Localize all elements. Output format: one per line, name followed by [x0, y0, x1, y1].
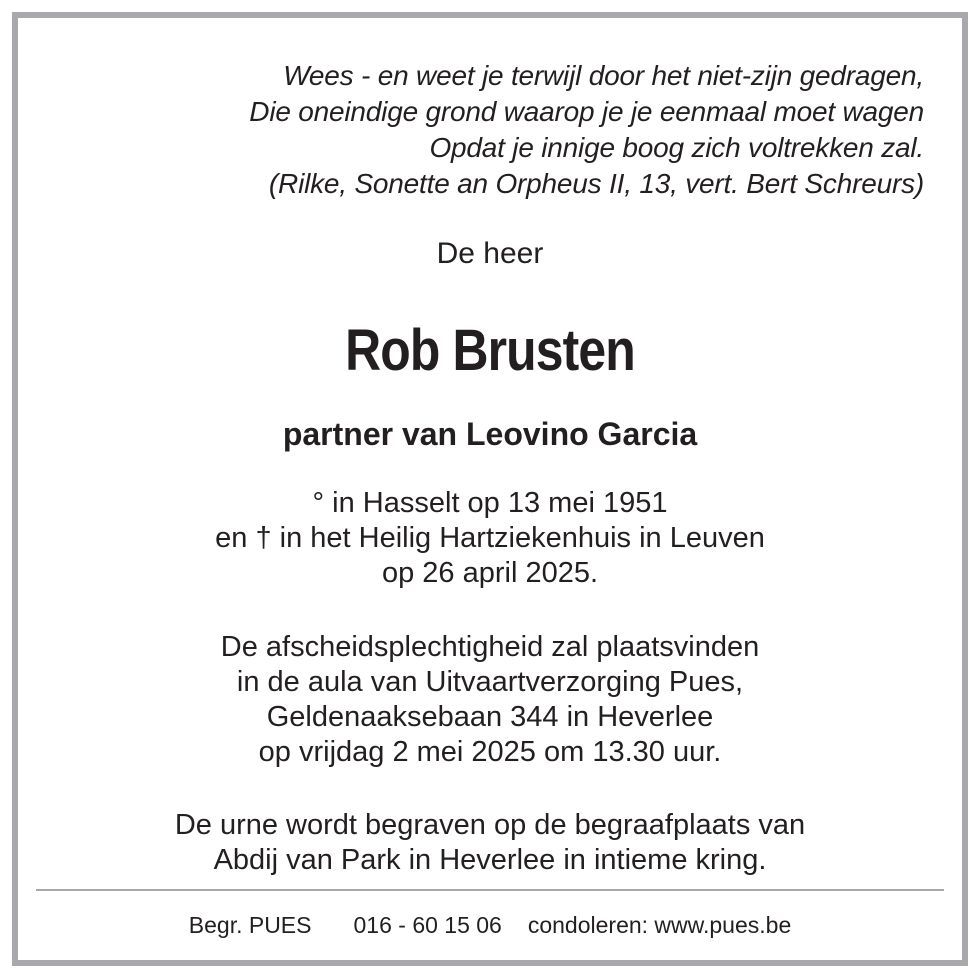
- death-date-line: op 26 april 2025.: [381, 557, 599, 589]
- burial-line: Abdij van Park in Heverlee in intieme kring.: [213, 844, 767, 876]
- undertaker-name: Begr. PUES: [188, 912, 312, 938]
- ceremony-line: op vrijdag 2 mei 2025 om 13.30 uur.: [258, 736, 722, 768]
- ceremony-block: [18, 630, 962, 770]
- phone-number: 016 - 60 15 06: [353, 912, 502, 938]
- poem-attribution: (Rilke, Sonette an Orpheus II, 13, vert. Bert Schreurs): [268, 168, 924, 199]
- deceased-name: Rob Brusten: [345, 318, 635, 383]
- salutation: De heer: [436, 237, 544, 270]
- partner-line: partner van Leovino Garcia: [282, 416, 698, 452]
- condolences-link[interactable]: condoleren: www.pues.be: [527, 912, 792, 938]
- ceremony-line: Geldenaaksebaan 344 in Heverlee: [266, 701, 714, 733]
- burial-line: De urne wordt begraven op de begraafplaats van: [174, 809, 806, 841]
- poem-line: Die oneindige grond waarop je je eenmaal moet wagen: [249, 96, 924, 127]
- ceremony-line: in de aula van Uitvaartverzorging Pues,: [236, 666, 744, 698]
- burial-block: [18, 808, 962, 878]
- birth-line: ° in Hasselt op 13 mei 1951: [312, 487, 668, 519]
- poem-quote: [249, 58, 924, 202]
- poem-line: Opdat je innige boog zich voltrekken zal.: [429, 132, 924, 163]
- poem-line: Wees - en weet je terwijl door het niet-zijn gedragen,: [283, 60, 924, 91]
- ceremony-line: De afscheidsplechtigheid zal plaatsvinden: [220, 631, 760, 663]
- birth-death-block: [18, 486, 962, 591]
- death-line: en † in het Heilig Hartziekenhuis in Leuven: [215, 522, 765, 554]
- footer: [18, 911, 962, 939]
- obituary-frame: [12, 12, 968, 966]
- footer-divider: [36, 889, 944, 891]
